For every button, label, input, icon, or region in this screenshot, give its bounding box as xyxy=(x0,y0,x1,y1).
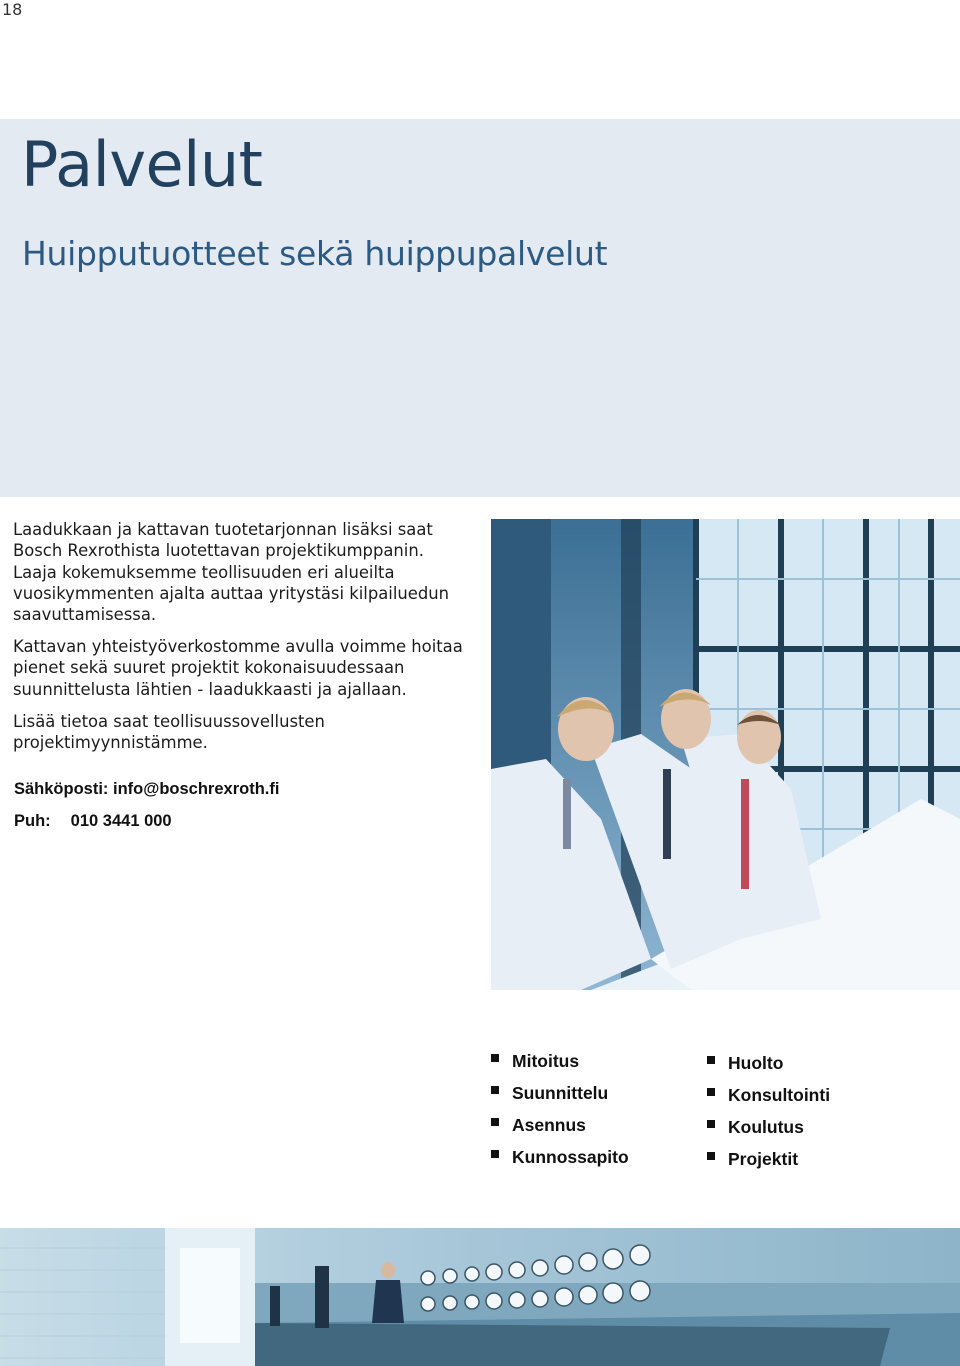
bullet-icon xyxy=(707,1088,715,1096)
service-label: Mitoitus xyxy=(512,1050,580,1071)
page-number: 18 xyxy=(2,0,23,19)
service-item xyxy=(707,1111,830,1143)
service-item xyxy=(491,1141,629,1173)
network-paragraph xyxy=(13,636,483,700)
phone-label: Puh: xyxy=(14,812,51,830)
bullet-icon xyxy=(491,1150,499,1158)
service-item xyxy=(707,1047,830,1079)
service-label: Koulutus xyxy=(728,1116,804,1137)
text-line: Bosch Rexrothista luotettavan projektikumppanin. xyxy=(13,541,424,561)
service-label: Konsultointi xyxy=(728,1084,831,1105)
text-line: projektimyynnistämme. xyxy=(13,733,208,753)
services-list-right xyxy=(707,1047,830,1175)
page-subtitle: Huipputuotteet sekä huippupalvelut xyxy=(22,234,608,273)
phone-value: 010 3441 000 xyxy=(70,812,172,830)
service-item xyxy=(491,1045,629,1077)
team-photo-illustration xyxy=(491,519,960,990)
bullet-icon xyxy=(491,1118,499,1126)
service-label: Kunnossapito xyxy=(512,1146,629,1167)
team-photo xyxy=(491,519,960,990)
text-line: suunnittelusta lähtien - laadukkaasti ja ajallaan. xyxy=(13,679,407,699)
page-title: Palvelut xyxy=(21,128,263,201)
service-label: Suunnittelu xyxy=(512,1082,609,1103)
service-label: Huolto xyxy=(728,1052,784,1073)
text-line: Laaja kokemuksemme teollisuuden eri alueilta xyxy=(13,562,395,582)
contact-phone xyxy=(14,812,172,831)
service-label: Asennus xyxy=(512,1114,586,1135)
info-paragraph xyxy=(13,711,483,754)
footer-photo-illustration xyxy=(0,1228,960,1366)
bullet-icon xyxy=(707,1152,715,1160)
text-line: pienet sekä suuret projektit kokonaisuudessaan xyxy=(13,658,405,678)
footer-photo xyxy=(0,1228,960,1366)
text-line: Laadukkaan ja kattavan tuotetarjonnan lisäksi saat xyxy=(13,520,433,539)
services-list-left xyxy=(491,1045,629,1173)
text-line: vuosikymmenten ajalta auttaa yritystäsi kilpailuedun xyxy=(13,583,450,603)
text-line: saavuttamisessa. xyxy=(13,605,157,625)
service-label: Projektit xyxy=(728,1148,799,1169)
text-line: Kattavan yhteistyöverkostomme avulla voimme hoitaa xyxy=(13,637,463,656)
bullet-icon xyxy=(491,1086,499,1094)
service-item xyxy=(707,1079,830,1111)
text-line: Lisää tietoa saat teollisuussovellusten xyxy=(13,712,325,731)
contact-email: Sähköposti: info@boschrexroth.fi xyxy=(14,780,280,798)
intro-paragraph xyxy=(13,519,483,625)
service-item xyxy=(491,1109,629,1141)
bullet-icon xyxy=(707,1120,715,1128)
bullet-icon xyxy=(491,1054,499,1062)
service-item xyxy=(491,1077,629,1109)
bullet-icon xyxy=(707,1056,715,1064)
service-item xyxy=(707,1143,830,1175)
